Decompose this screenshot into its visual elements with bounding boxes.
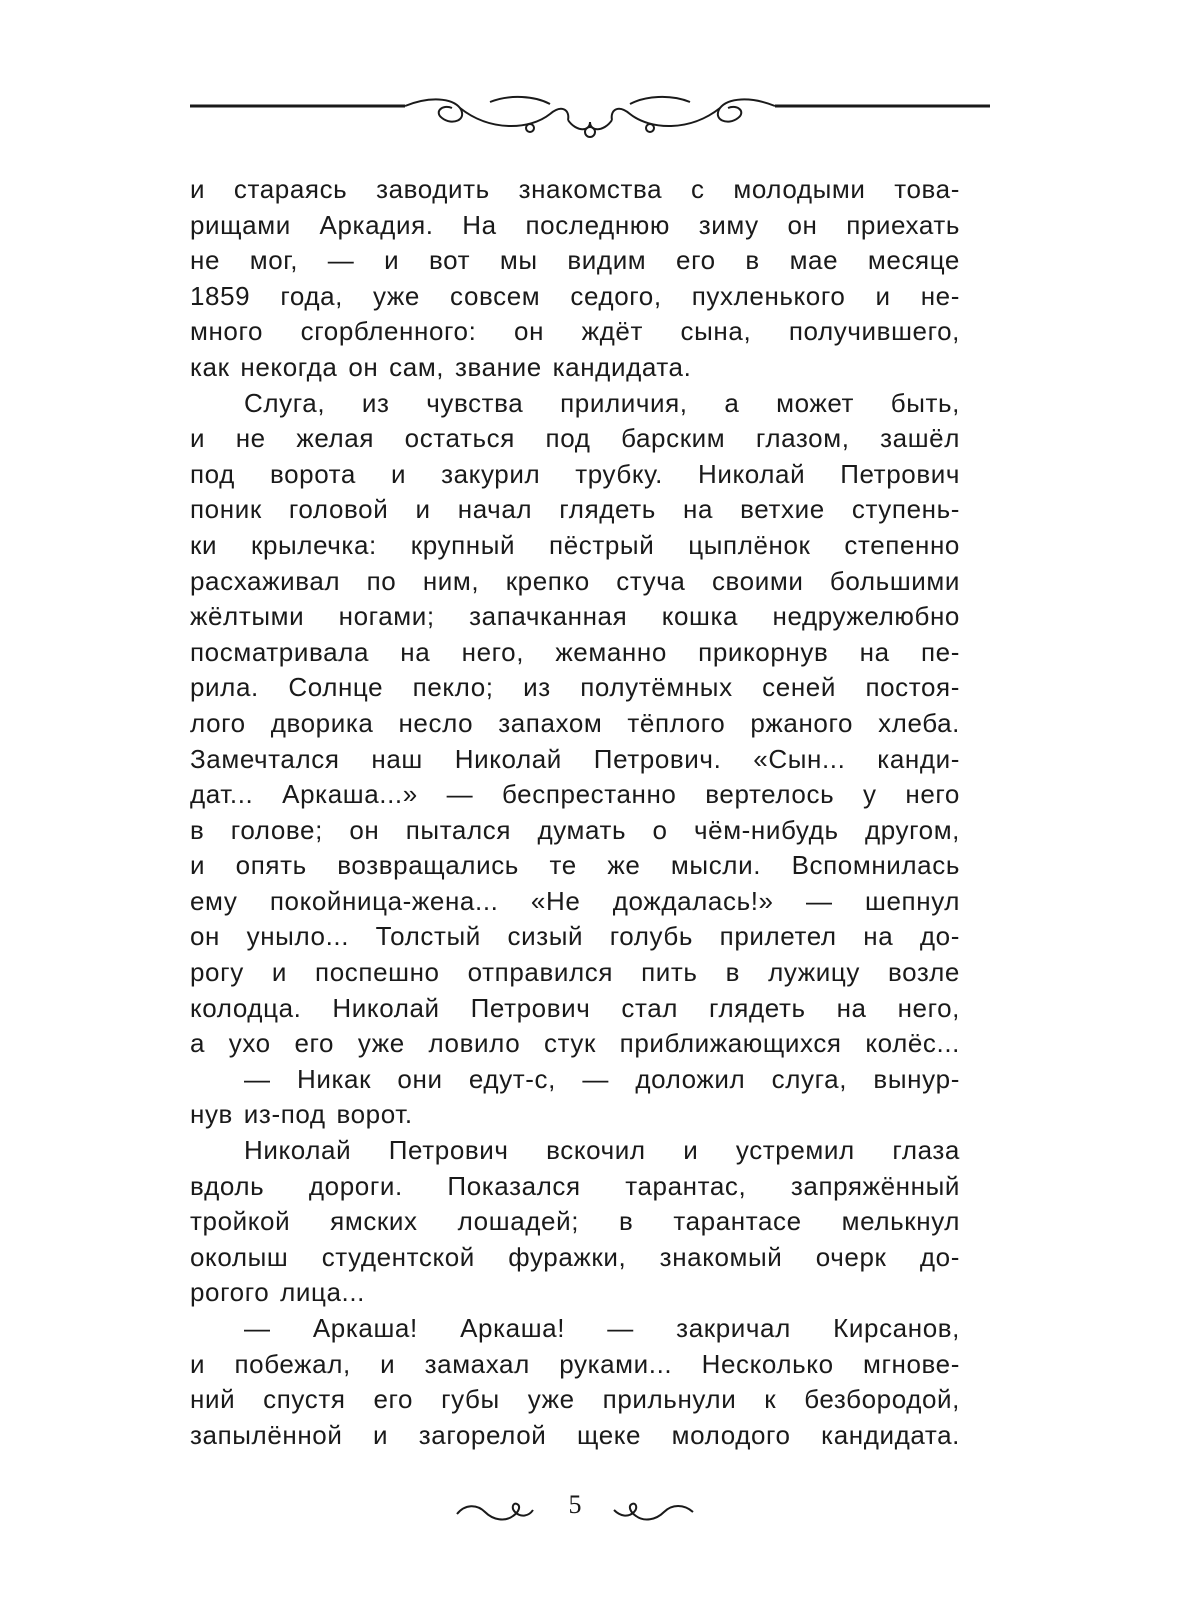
text-line: не мог, — и вот мы видим его в мае месяце bbox=[190, 245, 960, 276]
text-line: рила. Солнце пекло; из полутёмных сеней постоя- bbox=[190, 672, 960, 703]
text-line: дат... Аркаша...» — беспрестанно вертелось у него bbox=[190, 779, 960, 810]
text-line: поник головой и начал глядеть на ветхие ступень- bbox=[190, 494, 960, 525]
text-line: ему покойница-жена... «Не дождалась!» — шепнул bbox=[190, 885, 960, 916]
text-line: под ворота и закурил трубку. Николай Петрович bbox=[190, 458, 960, 489]
page-number: 5 bbox=[568, 1490, 582, 1519]
text-line: он уныло... Толстый сизый голубь прилетел на до- bbox=[190, 921, 960, 952]
text-line: рогу и поспешно отправился пить в лужицу возле bbox=[190, 957, 960, 988]
text-line: Слуга, из чувства приличия, а может быть, bbox=[244, 387, 960, 418]
text-line: ний спустя его губы уже прильнули к безбородой, bbox=[190, 1384, 960, 1415]
text-line: и не желая остаться под барским глазом, зашёл bbox=[190, 423, 960, 454]
text-line: рищами Аркадия. На последнюю зиму он приехать bbox=[190, 209, 960, 240]
top-ornament-flourish bbox=[190, 92, 990, 148]
text-line: и опять возвращались те же мысли. Вспомнилась bbox=[190, 850, 960, 881]
text-line: ки крылечка: крупный пёстрый цыплёнок степенно bbox=[190, 529, 960, 560]
text-line: расхаживал по ним, крепко стуча своими большими bbox=[190, 565, 960, 596]
text-line: лого дворика несло запахом тёплого ржаного хлеба. bbox=[190, 707, 960, 738]
text-line: жёлтыми ногами; запачканная кошка недружелюбно bbox=[190, 601, 960, 632]
footer-right-flourish bbox=[610, 1500, 695, 1526]
text-line: — Аркаша! Аркаша! — закричал Кирсанов, bbox=[244, 1313, 960, 1343]
page-footer bbox=[0, 1488, 1200, 1538]
text-line: колодца. Николай Петрович стал глядеть на него, bbox=[190, 992, 960, 1023]
text-line: вдоль дороги. Показался тарантас, запряжённый bbox=[190, 1170, 960, 1201]
text-line: Николай Петрович вскочил и устремил глаза bbox=[244, 1135, 960, 1166]
text-line: как некогда он сам, звание кандидата. bbox=[190, 351, 692, 382]
text-line: и побежал, и замахал руками... Несколько мгнове- bbox=[190, 1348, 960, 1379]
text-line: рогого лица... bbox=[190, 1277, 366, 1308]
text-line: много сгорбленного: он ждёт сына, получившего, bbox=[190, 316, 960, 347]
footer-left-flourish bbox=[455, 1500, 535, 1526]
text-line: нув из-под ворот. bbox=[190, 1099, 413, 1130]
text-line: посматривала на него, жеманно прикорнув на пе- bbox=[190, 636, 960, 667]
text-line: тройкой ямских лошадей; в тарантасе мелькнул bbox=[190, 1206, 960, 1237]
text-line: и стараясь заводить знакомства с молодыми това- bbox=[190, 174, 960, 204]
text-line: — Никак они едут-с, — доложил слуга, вынyр- bbox=[244, 1063, 960, 1094]
text-line: запылённой и загорелой щеке молодого кандидата. bbox=[190, 1419, 960, 1450]
text-line: а ухо его уже ловило стук приближающихся колёс... bbox=[190, 1028, 960, 1059]
text-line: околыш студентской фуражки, знакомый очерк до- bbox=[190, 1241, 960, 1272]
body-text bbox=[190, 172, 960, 1453]
text-line: в голове; он пытался думать о чём-нибудь другом, bbox=[190, 814, 960, 845]
text-line: 1859 года, уже совсем седого, пухленького и не- bbox=[190, 280, 960, 311]
text-line: Замечтался наш Николай Петрович. «Сын... канди- bbox=[190, 743, 960, 774]
